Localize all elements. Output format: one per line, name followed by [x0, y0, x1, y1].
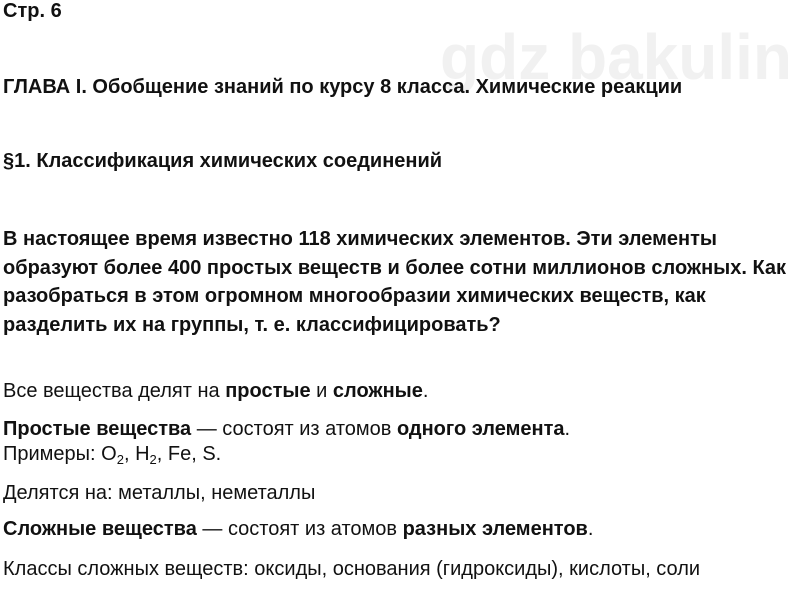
page-label: Стр. 6	[3, 0, 62, 22]
text: — состоят из атомов	[191, 418, 397, 440]
text: .	[422, 380, 429, 402]
term-complex: сложные	[332, 380, 423, 402]
text: .	[564, 418, 571, 440]
formula: O	[101, 443, 117, 465]
subscript: 2	[149, 452, 157, 467]
term: Простые вещества	[3, 418, 192, 440]
emphasis: одного элемента	[396, 418, 565, 440]
watermark: gdz bakulin	[440, 21, 792, 93]
complex-definition	[3, 518, 593, 541]
simple-definition	[3, 418, 570, 441]
intro-paragraph: В настоящее время известно 118 химических элементов. Эти элементы образуют более 400 простых веществ и более сотни миллионов сложных. Как разобраться в этом огромном многообразии химических веществ, как разделить их на группы, т. е. классифицировать?	[3, 228, 787, 336]
all-substances-line	[3, 380, 428, 403]
divided-line: Делятся на: металлы, неметаллы	[3, 482, 316, 504]
text: Все вещества делят на	[3, 380, 226, 402]
emphasis: разных элементов	[402, 518, 588, 540]
subscript: 2	[116, 452, 124, 467]
text: — состоят из атомов	[196, 518, 403, 540]
chapter-title: ГЛАВА I. Обобщение знаний по курсу 8 класса. Химические реакции	[3, 76, 683, 98]
text: и	[310, 380, 333, 402]
formula: H	[135, 443, 150, 465]
term: Сложные вещества	[3, 518, 197, 540]
section-title: §1. Классификация химических соединений	[3, 150, 443, 172]
text: Примеры:	[3, 443, 102, 465]
examples-line	[3, 443, 221, 466]
text: .	[587, 518, 594, 540]
classes-line: Классы сложных веществ: оксиды, основания (гидроксиды), кислоты, соли	[3, 558, 701, 580]
text: , Fe, S.	[156, 443, 222, 465]
term-simple: простые	[225, 380, 311, 402]
text: ,	[123, 443, 136, 465]
